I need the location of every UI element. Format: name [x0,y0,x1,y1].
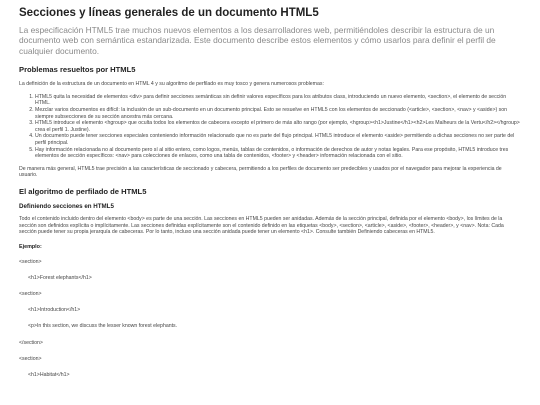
problems-list-item: 1. HTML5 quita la necesidad de elementos <div> para definir secciones semánticas sin definir valores específicos para los atributos class, introduciendo un nuevo elemento, <section>, el elemento de sección HTML. [35,94,521,107]
problems-list-item: 3. HTML5 introduce el elemento <hgroup> que oculta todos los elementos de cabecera excepto el primero de más alto rango (por ejemplo, <hgroup><h1>Justine</h1><h2>Les Malheurs de la Vertu</h2></hgroup> crea el perfil 1. Justine). [35,120,521,133]
problems-list [19,94,521,160]
algorithm-body: Todo el contenido incluido dentro del elemento <body> es parte de una sección. Las secciones en HTML5 pueden ser anidadas. Además de la sección principal, definida por el elemento <body>, los límites de la sección son definidos explícita o implícitamente. Las secciones definidas explícitamente son el contenido definido en las etiquetas <body>, <section>, <article>, <aside>, <footer>, <header>, y <nav>. Nota: Cada sección puede tener su propia jerarquía de cabeceras. Por lo tanto, incluso una sección anidada puede tener un elemento <h1>. Consulte también Definiendo cabeceras en HTML5. [19,215,504,236]
example-label: Ejemplo: [19,243,42,250]
code-line: <p>In this section, we discuss the lesser known forest elephants. [28,323,178,330]
code-line: <section> [19,258,42,265]
code-line: </section> [19,339,43,346]
code-line: <h1>Forest elephants</h1> [28,274,92,281]
subheading-defining-sections: Definiendo secciones en HTML5 [19,202,114,210]
code-line: <h1>Introduction</h1> [28,307,81,314]
problems-list-item: 2. Mezclar varios documentos es difícil: la inclusión de un sub-documento en un documento principal. Esto se resuelve en HTML5 con los elementos de seccionado (<article>, <section>, <nav> y <aside>) son siempre subsecciones de su sección ancestra más cercana. [35,107,521,120]
problems-intro: La definición de la estructura de un documento en HTML 4 y su algoritmo de perfilado es muy tosco y genera numerosos problemas: [19,81,324,88]
problems-outro: De manera más general, HTML5 trae precisión a las características de seccionado y cabecera, permitiendo a los perfiles de documento ser predecibles y usados por el navegador para mejorar la experiencia de usuario. [19,165,502,179]
section-heading-algorithm: El algoritmo de perfilado de HTML5 [19,186,147,196]
code-line: <section> [19,291,42,298]
lead-paragraph: La especificación HTML5 trae muchos nuevos elementos a los desarrolladores web, permitiéndoles describir la estructura de un documento web con semántica estandarizada. Este documento describe estos elementos y cómo usarlos para definir el perfil de cualquier documento. [19,25,496,56]
problems-list-item: 4. Un documento puede tener secciones especiales conteniendo información relacionado que no es parte del flujo principal. HTML5 introduce el elemento <aside> permitiendo a dichas secciones no ser parte del perfil principal. [35,133,521,146]
section-heading-problems: Problemas resueltos por HTML5 [19,65,136,75]
page-title: Secciones y líneas generales de un documento HTML5 [19,7,319,19]
code-line: <h1>Habitat</h1> [28,372,70,379]
problems-list-item: 5. Hay información relacionada no al documento pero sí al sitio entero, como logos, menús, tablas de contenidos, o información de derechos de autor y notas legales. Para ese propósito, HTML5 introduce tres elementos de sección específicos: <nav> para colecciones de enlaces, como una tabla de contenidos, <footer> y <header> información relacionada con el sitio. [35,147,521,160]
code-line: <section> [19,355,42,362]
